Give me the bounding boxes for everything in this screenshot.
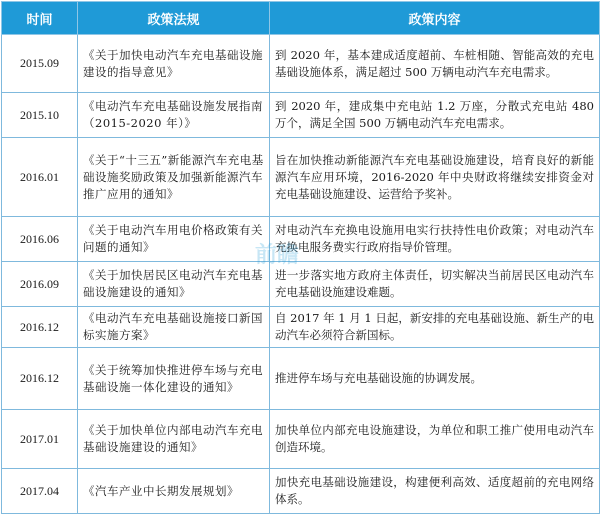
table-row bbox=[2, 348, 600, 410]
cell-content: 推进停车场与充电基础设施的协调发展。 bbox=[270, 348, 600, 410]
cell-content: 自 2017 年 1 月 1 日起，新安排的充电基础设施、新生产的电动汽车必须符合新国标。 bbox=[270, 307, 600, 348]
cell-law: 《电动汽车充电基础设施接口新国标实施方案》 bbox=[78, 307, 270, 348]
cell-law: 《关于加快电动汽车充电基础设施建设的指导意见》 bbox=[78, 35, 270, 93]
table-row bbox=[2, 262, 600, 307]
watermark: 前瞻 bbox=[255, 243, 300, 268]
cell-content: 对电动汽车充换电设施用电实行扶持性电价政策；对电动汽车充换电服务费实行政府指导价管理。 bbox=[270, 217, 600, 262]
cell-law: 《关于加快居民区电动汽车充电基础设施建设的通知》 bbox=[78, 262, 270, 307]
cell-content: 加快单位内部充电设施建设，为单位和职工推广使用电动汽车创造环境。 bbox=[270, 410, 600, 469]
table-row bbox=[2, 93, 600, 138]
cell-law: 《关于加快单位内部电动汽车充电基础设施建设的通知》 bbox=[78, 410, 270, 469]
cell-law: 《汽车产业中长期发展规划》 bbox=[78, 469, 270, 514]
header-time: 时间 bbox=[2, 2, 78, 35]
policy-table bbox=[1, 1, 600, 514]
table-row bbox=[2, 469, 600, 514]
cell-time: 2017.01 bbox=[2, 410, 78, 469]
table-row bbox=[2, 217, 600, 262]
cell-time: 2016.06 bbox=[2, 217, 78, 262]
header-row bbox=[2, 2, 600, 35]
header-law: 政策法规 bbox=[78, 2, 270, 35]
cell-law: 《关于“十三五”新能源汽车充电基础设施奖励政策及加强新能源汽车推广应用的通知》 bbox=[78, 138, 270, 217]
cell-time: 2016.01 bbox=[2, 138, 78, 217]
cell-time: 2015.09 bbox=[2, 35, 78, 93]
cell-time: 2016.09 bbox=[2, 262, 78, 307]
cell-time: 2016.12 bbox=[2, 307, 78, 348]
table-row bbox=[2, 35, 600, 93]
table-row bbox=[2, 307, 600, 348]
cell-law: 《关于电动汽车用电价格政策有关问题的通知》 bbox=[78, 217, 270, 262]
table-row bbox=[2, 138, 600, 217]
table-row bbox=[2, 410, 600, 469]
cell-content: 进一步落实地方政府主体责任，切实解决当前居民区电动汽车充电基础设施建设难题。 bbox=[270, 262, 600, 307]
header-content: 政策内容 bbox=[270, 2, 600, 35]
cell-law: 《电动汽车充电基础设施发展指南（2015-2020 年）》 bbox=[78, 93, 270, 138]
cell-content: 旨在加快推动新能源汽车充电基础设施建设，培育良好的新能源汽车应用环境，2016-2020 年中央财政将继续安排资金对充电基础设施建设、运营给予奖补。 bbox=[270, 138, 600, 217]
cell-time: 2015.10 bbox=[2, 93, 78, 138]
cell-time: 2016.12 bbox=[2, 348, 78, 410]
cell-law: 《关于统筹加快推进停车场与充电基础设施一体化建设的通知》 bbox=[78, 348, 270, 410]
cell-content: 到 2020 年，建成集中充电站 1.2 万座，分散式充电站 480 万个，满足全国 500 万辆电动汽车充电需求。 bbox=[270, 93, 600, 138]
cell-content: 到 2020 年，基本建成适度超前、车桩相随、智能高效的充电基础设施体系，满足超过 500 万辆电动汽车充电需求。 bbox=[270, 35, 600, 93]
cell-content: 加快充电基础设施建设，构建便利高效、适度超前的充电网络体系。 bbox=[270, 469, 600, 514]
cell-time: 2017.04 bbox=[2, 469, 78, 514]
